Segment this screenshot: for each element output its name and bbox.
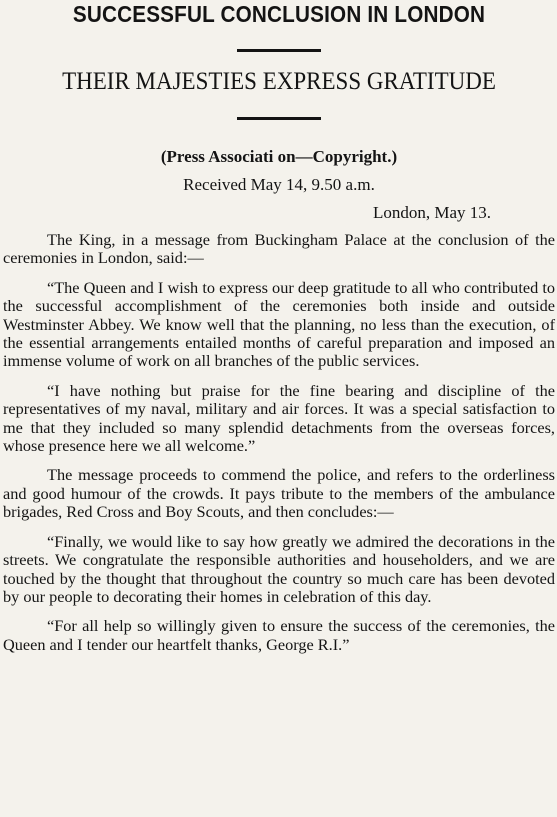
article-paragraph: “The Queen and I wish to express our deep gratitude to all who contributed to the successful accomplishment of the ceremonies both inside and outside Westminster Abbey. We know well that the planning, no less than the execution, of the essential arrangements entailed months of careful preparation and imposed an immense volume of work on all branches of the public services. — [3, 277, 555, 371]
press-credit: (Press Associati on—Copyright.) — [160, 147, 398, 166]
article-paragraph: “I have nothing but praise for the fine bearing and discipline of the representatives of my naval, military and air forces. It was a special satisfaction to me that they included so many splendid detachments from the overseas forces, whose presence here we all welcome.” — [3, 380, 555, 456]
headline-divider — [237, 49, 321, 52]
article-paragraph: “For all help so willingly given to ensure the success of the ceremonies, the Queen and I tender our heartfelt thanks, George R.I.” — [3, 616, 555, 654]
article-paragraph: The message proceeds to commend the police, and refers to the orderliness and good humour of the crowds. It pays tribute to the members of the ambulance brigades, Red Cross and Boy Scouts, and then concludes:— — [3, 465, 555, 522]
dateline: London, May 13. — [372, 203, 491, 222]
article-paragraph: “Finally, we would like to say how greatly we admired the decorations in the streets. We congratulate the responsible authorities and householders, and we are touched by the thought that throughout the country so much care has been devoted by our people to decorating their homes in celebration of this day. — [3, 531, 555, 606]
headline: SUCCESSFUL CONCLUSION IN LONDON — [72, 1, 486, 27]
article-body — [3, 231, 555, 654]
subheadline-divider — [237, 117, 321, 120]
subheadline: THEIR MAJESTIES EXPRESS GRATITUDE — [62, 68, 496, 95]
received-line: Received May 14, 9.50 a.m. — [183, 175, 375, 194]
article-paragraph: The King, in a message from Buckingham Palace at the conclusion of the ceremonies in London, said:— — [3, 230, 555, 268]
